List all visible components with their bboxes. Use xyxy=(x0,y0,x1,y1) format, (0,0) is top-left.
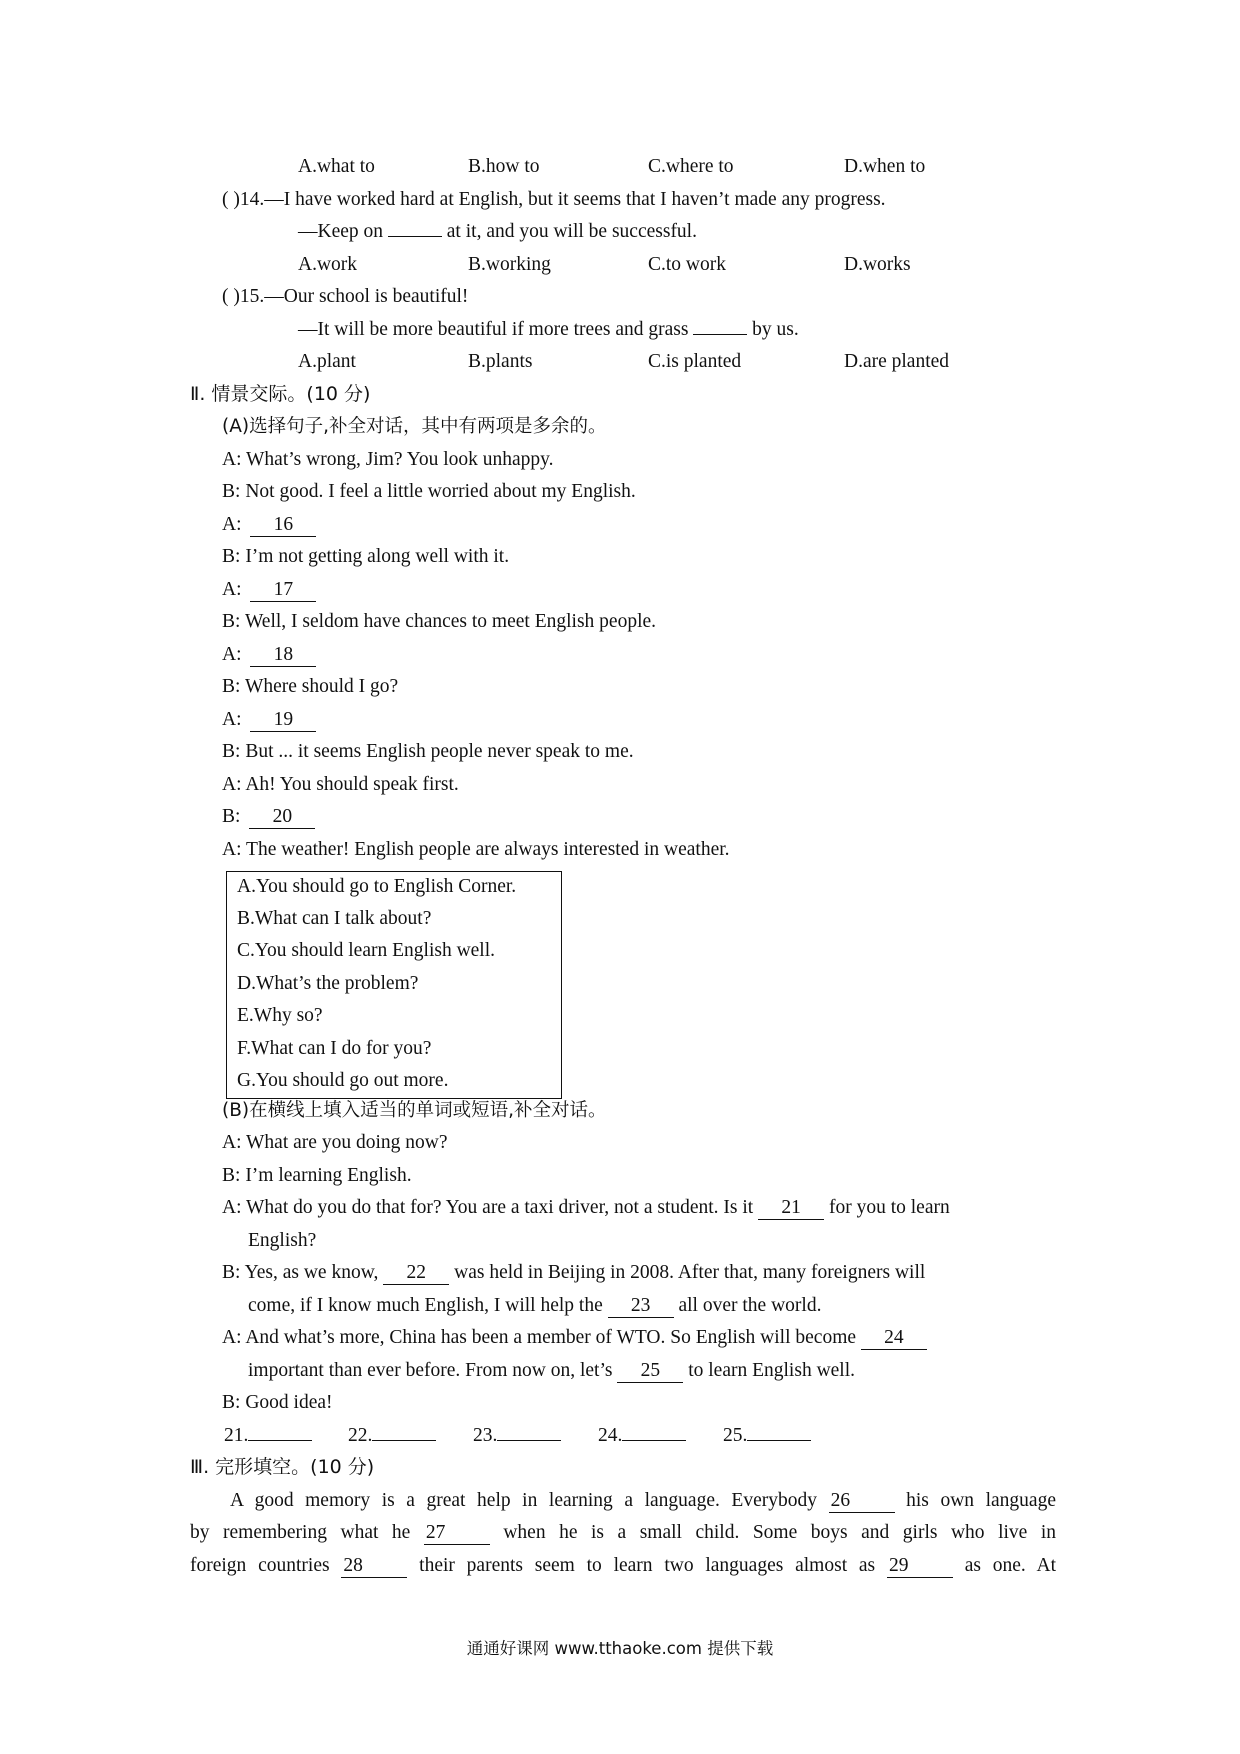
q13-option-c: C.where to xyxy=(648,156,734,177)
blank-29[interactable]: 29 xyxy=(887,1555,953,1578)
choices-box xyxy=(226,871,562,1099)
blank-22[interactable]: 22 xyxy=(383,1262,449,1285)
speaker: B: xyxy=(222,546,241,567)
q15-option-d: D.are planted xyxy=(844,351,950,372)
section2-title: Ⅱ. 情景交际。(10 分) xyxy=(190,383,371,405)
partB-line-5 xyxy=(222,1323,927,1352)
answer-label: 23. xyxy=(473,1425,498,1446)
dialogue-text: was held in Beijing in 2008. After that, many foreigners will xyxy=(449,1262,926,1283)
answer-label: 21. xyxy=(224,1425,249,1446)
q15-option-b: B.plants xyxy=(468,351,533,372)
dialogue-text: all over the world. xyxy=(673,1295,822,1316)
q14-stem xyxy=(222,185,886,214)
partB-line-4 xyxy=(222,1258,925,1287)
answer-23[interactable] xyxy=(473,1421,561,1450)
q14-option-d: D.works xyxy=(844,254,911,275)
q14-paren: ( ) xyxy=(222,189,240,210)
speaker: B: xyxy=(222,676,241,697)
partB-line-2 xyxy=(222,1161,412,1190)
q14-reply-after: at it, and you will be successful. xyxy=(441,221,697,242)
blank-16[interactable]: 16 xyxy=(250,514,316,537)
cloze-text: their parents seem to learn two languages almost as xyxy=(407,1555,887,1576)
answer-line xyxy=(248,1422,312,1441)
q14-reply-before: —Keep on xyxy=(298,221,388,242)
speaker: A: xyxy=(222,644,242,665)
dialogue-text: for you to learn xyxy=(824,1197,950,1218)
speaker: A: xyxy=(222,1327,242,1348)
partB-line-6 xyxy=(222,1388,333,1417)
cloze-text: as one. At xyxy=(952,1555,1056,1576)
dialogue-text: I’m learning English. xyxy=(245,1165,412,1186)
speaker: A: xyxy=(222,514,242,535)
q15-blank xyxy=(693,316,747,335)
partB-line-4-cont xyxy=(248,1291,821,1320)
answer-line xyxy=(747,1422,811,1441)
dialogue-line xyxy=(222,510,316,539)
q14-blank xyxy=(388,218,442,237)
answer-22[interactable] xyxy=(348,1421,436,1450)
section3-title: Ⅲ. 完形填空。(10 分) xyxy=(190,1456,375,1478)
q14-reply xyxy=(298,217,697,246)
blank-17[interactable]: 17 xyxy=(250,579,316,602)
cloze-text: his own language xyxy=(894,1490,1056,1511)
q15-reply-before: —It will be more beautiful if more trees and grass xyxy=(298,319,694,340)
cloze-line-3 xyxy=(190,1551,1056,1580)
q14-option-c: C.to work xyxy=(648,254,726,275)
q15-reply xyxy=(298,315,799,344)
blank-23[interactable]: 23 xyxy=(608,1295,674,1318)
cloze-text: A good memory is a great help in learning a language. Everybody xyxy=(230,1490,829,1511)
dialogue-line xyxy=(222,705,316,734)
speaker: B: xyxy=(222,741,241,762)
dialogue-text: But ... it seems English people never speak to me. xyxy=(245,741,634,762)
q13-option-a: A.what to xyxy=(298,156,375,177)
blank-19[interactable]: 19 xyxy=(250,709,316,732)
choice-d: D.What’s the problem? xyxy=(237,973,419,994)
speaker: A: xyxy=(222,839,242,860)
dialogue-text: Yes, as we know, xyxy=(244,1262,384,1283)
answer-line xyxy=(622,1422,686,1441)
cloze-text: by remembering what he xyxy=(190,1522,424,1543)
section2-partB-instruction: (B)在横线上填入适当的单词或短语,补全对话。 xyxy=(222,1100,607,1121)
dialogue-line xyxy=(222,477,636,506)
blank-26[interactable]: 26 xyxy=(829,1490,895,1513)
q14-option-a: A.work xyxy=(298,254,358,275)
q14-option-b: B.working xyxy=(468,254,551,275)
speaker: A: xyxy=(222,1197,242,1218)
blank-21[interactable]: 21 xyxy=(758,1197,824,1220)
answer-line xyxy=(497,1422,561,1441)
dialogue-text: The weather! English people are always interested in weather. xyxy=(246,839,730,860)
choice-f: F.What can I do for you? xyxy=(237,1038,432,1059)
choice-a: A.You should go to English Corner. xyxy=(237,876,517,897)
dialogue-line xyxy=(222,802,315,831)
dialogue-text: Well, I seldom have chances to meet English people. xyxy=(244,611,657,632)
q13-option-d: D.when to xyxy=(844,156,926,177)
blank-25[interactable]: 25 xyxy=(617,1360,683,1383)
dialogue-line xyxy=(222,542,509,571)
blank-18[interactable]: 18 xyxy=(250,644,316,667)
answer-24[interactable] xyxy=(598,1421,686,1450)
speaker: A: xyxy=(222,774,242,795)
dialogue-line xyxy=(222,575,316,604)
answer-label: 25. xyxy=(723,1425,748,1446)
section2-partA-instruction: (A)选择句子,补全对话，其中有两项是多余的。 xyxy=(222,416,607,437)
speaker: B: xyxy=(222,1165,241,1186)
dialogue-text: important than ever before. From now on, let’s xyxy=(248,1360,618,1381)
dialogue-line xyxy=(222,445,554,474)
dialogue-text: come, if I know much English, I will help the xyxy=(248,1295,608,1316)
speaker: A: xyxy=(222,1132,242,1153)
choice-c: C.You should learn English well. xyxy=(237,940,496,961)
dialogue-line xyxy=(222,672,398,701)
q15-stem-text: 15.—Our school is beautiful! xyxy=(239,286,469,307)
speaker: A: xyxy=(222,709,242,730)
speaker: B: xyxy=(222,806,241,827)
q15-stem xyxy=(222,282,468,311)
speaker: A: xyxy=(222,449,242,470)
q14-stem-text: 14.—I have worked hard at English, but it seems that I haven’t made any progress. xyxy=(239,189,886,210)
dialogue-text: Good idea! xyxy=(245,1392,333,1413)
q13-option-b: B.how to xyxy=(468,156,540,177)
answer-line xyxy=(372,1422,436,1441)
partB-line-3-cont: English? xyxy=(248,1230,317,1251)
dialogue-text: What’s wrong, Jim? You look unhappy. xyxy=(246,449,554,470)
partB-line-3 xyxy=(222,1193,950,1222)
answer-25[interactable] xyxy=(723,1421,811,1450)
blank-27[interactable]: 27 xyxy=(424,1522,490,1545)
dialogue-text: Ah! You should speak first. xyxy=(245,774,459,795)
dialogue-text: What do you do that for? You are a taxi driver, not a student. Is it xyxy=(246,1197,759,1218)
partB-line-5-cont xyxy=(248,1356,855,1385)
dialogue-text: And what’s more, China has been a member of WTO. So English will become xyxy=(245,1327,861,1348)
dialogue-line xyxy=(222,770,459,799)
dialogue-text: What are you doing now? xyxy=(246,1132,448,1153)
cloze-line-1 xyxy=(190,1486,1056,1515)
choice-e: E.Why so? xyxy=(237,1005,323,1026)
answer-21[interactable] xyxy=(224,1421,312,1450)
answer-label: 24. xyxy=(598,1425,623,1446)
choice-b: B.What can I talk about? xyxy=(237,908,432,929)
speaker: B: xyxy=(222,611,241,632)
partB-line-1 xyxy=(222,1128,447,1157)
footer-source: 通通好课网 www.tthaoke.com 提供下载 xyxy=(466,1639,774,1658)
q15-reply-after: by us. xyxy=(747,319,799,340)
q15-option-c: C.is planted xyxy=(648,351,742,372)
blank-28[interactable]: 28 xyxy=(341,1555,407,1578)
dialogue-line xyxy=(222,835,730,864)
choice-g: G.You should go out more. xyxy=(237,1070,449,1091)
cloze-line-2 xyxy=(190,1518,1056,1547)
cloze-text: when he is a small child. Some boys and girls who live in xyxy=(489,1522,1056,1543)
answer-label: 22. xyxy=(348,1425,373,1446)
dialogue-text: Where should I go? xyxy=(244,676,399,697)
speaker: B: xyxy=(222,1392,241,1413)
q15-option-a: A.plant xyxy=(298,351,356,372)
speaker: B: xyxy=(222,1262,241,1283)
dialogue-line xyxy=(222,607,656,636)
dialogue-text: I’m not getting along well with it. xyxy=(245,546,510,567)
speaker: B: xyxy=(222,481,241,502)
blank-20[interactable]: 20 xyxy=(249,806,315,829)
q15-paren: ( ) xyxy=(222,286,240,307)
dialogue-text: Not good. I feel a little worried about my English. xyxy=(245,481,636,502)
dialogue-text: to learn English well. xyxy=(683,1360,856,1381)
blank-24[interactable]: 24 xyxy=(861,1327,927,1350)
speaker: A: xyxy=(222,579,242,600)
dialogue-line xyxy=(222,640,316,669)
dialogue-line xyxy=(222,737,634,766)
cloze-text: foreign countries xyxy=(190,1555,342,1576)
